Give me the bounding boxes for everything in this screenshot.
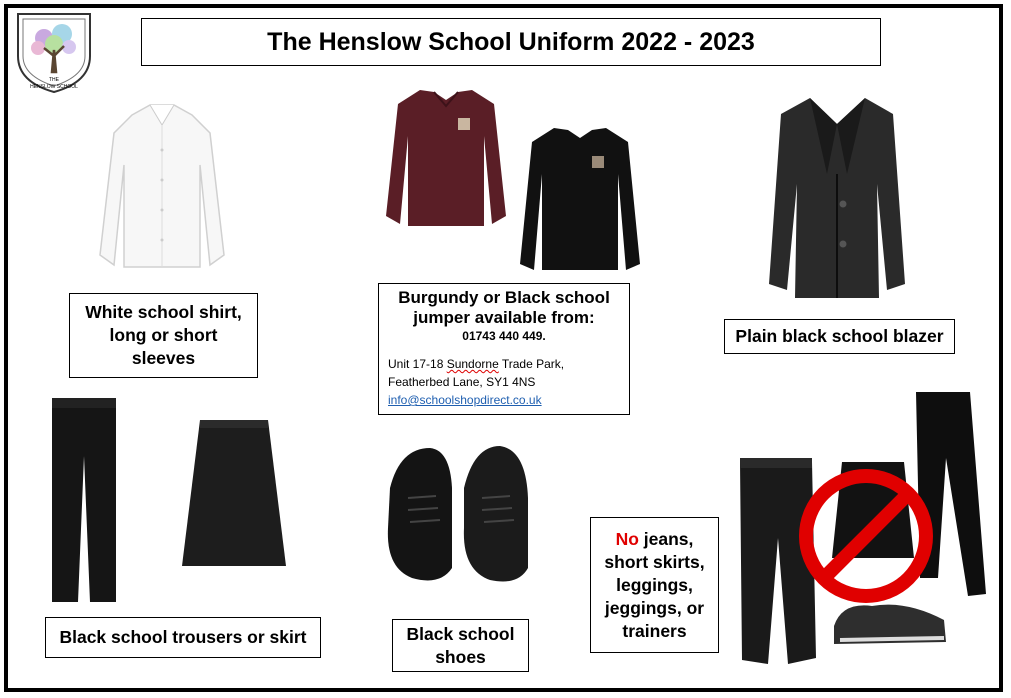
shoes-label-line2: shoes [435,646,486,667]
black-jumper-image [518,124,643,272]
prohibited-line4: jeggings, or [604,597,705,618]
jumper-info-box [378,283,630,415]
logo-line2: HENSLOW SCHOOL [30,84,78,90]
black-skirt-image [178,418,290,570]
supplier-email-link[interactable]: info@schoolshopdirect.co.uk [388,393,542,407]
jumper-heading-line1: Burgundy or Black school [398,288,610,307]
school-logo [14,12,94,94]
prohibited-items-box [590,517,719,653]
prohibited-line5: trainers [622,620,687,641]
blazer-label-box [724,319,955,354]
trousers-label-box [45,617,321,658]
shirt-label-box [69,293,258,378]
white-shirt-image [92,95,232,270]
shirt-label-line1: White school shirt, [85,302,242,322]
supplier-address-line1: Unit 17-18 Sundorne Trade Park, [388,357,565,371]
shirt-label-line3: sleeves [131,348,196,368]
jumper-heading-line2: jumper available from: [413,308,595,327]
page-title: The Henslow School Uniform 2022 - 2023 [141,18,881,66]
burgundy-jumper-image [384,86,509,234]
shirt-label-line2: long or short [109,325,218,345]
prohibited-line1: No jeans, [615,528,694,549]
shoes-label-line1: Black school [406,623,515,644]
no-symbol-icon [796,466,936,606]
black-blazer-image [765,94,910,304]
prohibited-line2: short skirts, [604,551,705,572]
logo-line1: THE [49,77,59,83]
black-trousers-image [48,396,120,606]
blazer-label: Plain black school blazer [735,326,944,346]
trousers-label: Black school trousers or skirt [59,627,307,647]
supplier-phone: 01743 440 449. [462,329,546,343]
no-word: No [615,528,639,549]
supplier-address-line2: Featherbed Lane, SY1 4NS [388,375,536,389]
black-shoes-image [380,428,536,588]
prohibited-line3: leggings, [616,574,693,595]
shoes-label-box [392,619,529,672]
